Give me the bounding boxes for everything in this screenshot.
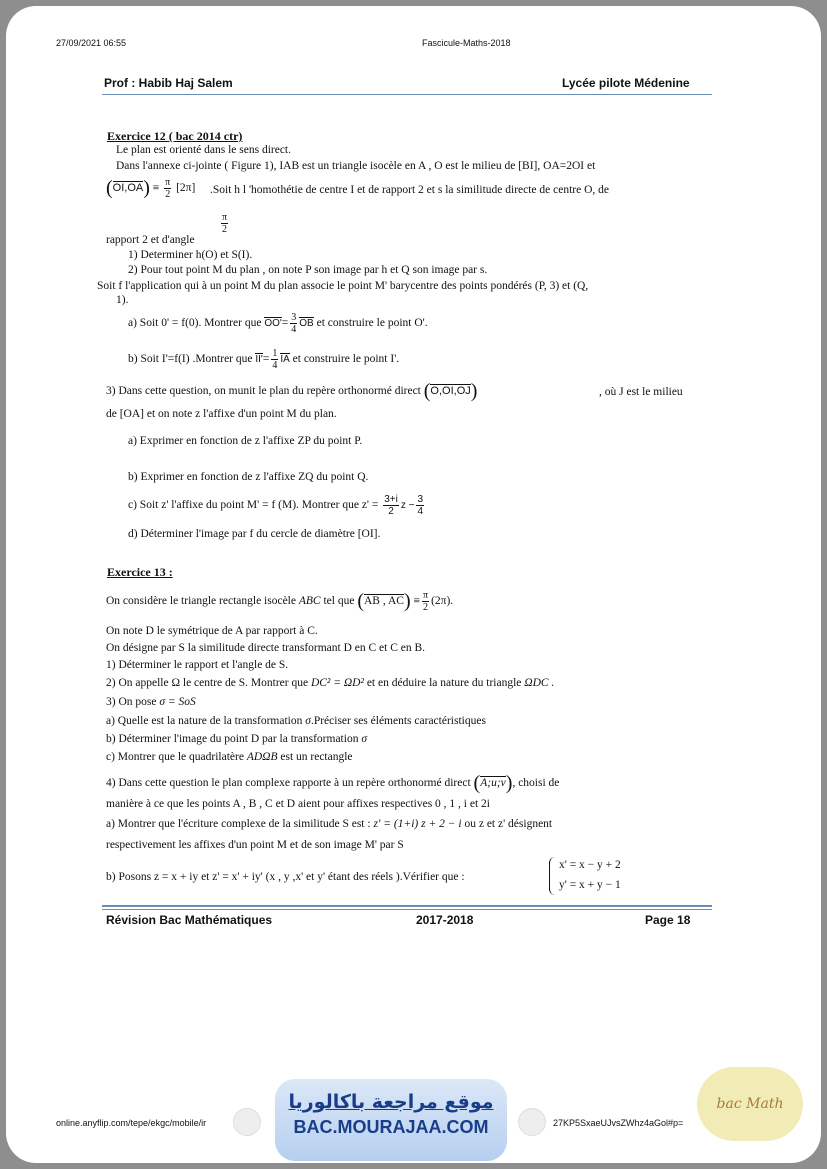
ex13-system-eq1: x' = x − y + 2 — [559, 859, 621, 871]
site-banner[interactable] — [275, 1079, 507, 1161]
print-url-left[interactable]: online.anyflip.com/tepe/ekgc/mobile/ir — [56, 1118, 207, 1128]
ex13-line8: b) Déterminer l'image du point D par la transformation σ — [106, 733, 367, 745]
print-doc-title: Fascicule-Maths-2018 — [422, 38, 511, 48]
footer-rule-1 — [102, 905, 712, 907]
ex12-title: Exercice 12 ( bac 2014 ctr) — [107, 129, 243, 143]
ex12-pi-over-2: $\frac{\pi}{2}$ — [165, 177, 171, 200]
ex12-line2: Dans l'annexe ci-jointe ( Figure 1), IAB est un triangle isocèle en A , O est le milieu de [BI], OA=2OI et — [116, 160, 596, 172]
footer-center: 2017-2018 — [416, 913, 474, 927]
ex12-q3c: c) Soit z' l'affixe du point M' = f (M). Montrer que z' = $\frac{3+i}{2}$ z − $\frac{3}{4}$ — [128, 494, 424, 517]
footer-left: Révision Bac Mathématiques — [106, 913, 273, 927]
ex12-angle-vectors: OI,OA — [112, 182, 144, 195]
site-logo-icon — [233, 1108, 261, 1136]
ex13-system-eq2: y' = x + y − 1 — [559, 879, 621, 891]
ex12-q3-post: , où J est le milieu — [599, 386, 683, 398]
bac-math-badge: bac Math — [697, 1067, 803, 1141]
ex12-line4: rapport 2 et d'angle — [106, 234, 195, 246]
print-timestamp: 27/09/2021 06:55 — [56, 38, 127, 48]
site-logo-icon-right — [518, 1108, 546, 1136]
footer-page: Page 18 — [645, 913, 691, 927]
ex13-line4: 1) Déterminer le rapport et l'angle de S. — [106, 659, 289, 671]
ex12-qa: a) Soit 0' = f(0). Montrer que OO'= $\frac{3}{4}$ OB et construire le point O'. — [128, 312, 428, 335]
ex13-line14: b) Posons z = x + iy et z' = x' + iy' (x , y ,x' et y' étant des réels ).Vérifier que : — [106, 871, 465, 883]
ex13-title: Exercice 13 : — [107, 565, 173, 579]
ex12-angle-expr: (OI,OA) ≡ $\frac{\pi}{2}$ [2π] — [106, 177, 196, 200]
ex12-line5: Soit f l'application qui à un point M du plan associe le point M' barycentre des points pondérés (P, 3) et (Q, — [97, 280, 589, 292]
banner-arabic: موقع مراجعة باكالوريا — [288, 1091, 494, 1113]
system-brace — [549, 857, 558, 895]
ex12-q3a: a) Exprimer en fonction de z l'affixe ZP du point P. — [128, 435, 363, 447]
ex12-line1: Le plan est orienté dans le sens direct. — [116, 144, 291, 156]
banner-site: BAC.MOURAJAA.COM — [293, 1117, 489, 1137]
ex12-line6: 1). — [116, 294, 129, 306]
ex12-q3-line2: de [OA] et on note z l'affixe d'un point M du plan. — [106, 408, 337, 420]
ex13-line3: On désigne par S la similitude directe transformant D en C et C en B. — [106, 642, 426, 654]
ex13-line11: manière à ce que les points A , B , C et D aient pour affixes respectives 0 , 1 , i et 2i — [106, 798, 490, 810]
header-school: Lycée pilote Médenine — [562, 76, 690, 90]
ex12-angle-frac: $\frac{\pi}{2}$ — [222, 212, 228, 235]
ex13-line12: a) Montrer que l'écriture complexe de la similitude S est : z' = (1+i) z + 2 − i ou z et z' désignent — [106, 818, 553, 830]
ex13-line1: On considère le triangle rectangle isocèle ABC tel que (AB , AC) ≡ $\frac{\pi}{2}$ (2π). — [106, 590, 454, 613]
ex12-angle-eq: ≡ — [152, 182, 160, 195]
ex12-angle-mod: [2π] — [176, 182, 196, 195]
ex12-q3b: b) Exprimer en fonction de z l'affixe ZQ du point Q. — [128, 471, 369, 483]
ex13-line10: 4) Dans cette question le plan complexe rapporte à un repère orthonormé direct (A;u;v), choisi de — [106, 772, 560, 794]
ex13-line6: 3) On pose σ = SoS — [106, 696, 196, 708]
ex12-qb: b) Soit I'=f(I) .Montrer que II'= $\frac{1}{4}$ IA et construire le point I'. — [128, 348, 400, 371]
print-url-right[interactable]: 27KP5SxaeUJvsZWhz4aGol#p= — [553, 1118, 684, 1128]
footer-rule-2 — [102, 909, 712, 910]
ex13-line7: a) Quelle est la nature de la transformation σ.Préciser ses éléments caractéristiques — [106, 715, 486, 727]
ex13-line9: c) Montrer que le quadrilatère ADΩB est un rectangle — [106, 751, 353, 763]
header-rule — [102, 94, 712, 95]
ex12-q1: 1) Determiner h(O) et S(I). — [128, 249, 253, 261]
header-prof: Prof : Habib Haj Salem — [104, 76, 233, 90]
ex12-line3: .Soit h l 'homothétie de centre I et de rapport 2 et s la similitude directe de centre O, de — [210, 184, 610, 196]
ex12-q2: 2) Pour tout point M du plan , on note P son image par h et Q son image par s. — [128, 264, 488, 276]
ex13-line2: On note D le symétrique de A par rapport à C. — [106, 625, 318, 637]
ex13-line5: 2) On appelle Ω le centre de S. Montrer que DC² = ΩD² et en déduire la nature du triangle ΩDC . — [106, 677, 555, 689]
ex13-line13: respectivement les affixes d'un point M et de son image M' par S — [106, 839, 404, 851]
ex12-q3: 3) Dans cette question, on munit le plan du repère orthonormé direct (O,OI,OJ) — [106, 380, 478, 402]
ex12-q3d: d) Déterminer l'image par f du cercle de diamètre [OI]. — [128, 528, 381, 540]
